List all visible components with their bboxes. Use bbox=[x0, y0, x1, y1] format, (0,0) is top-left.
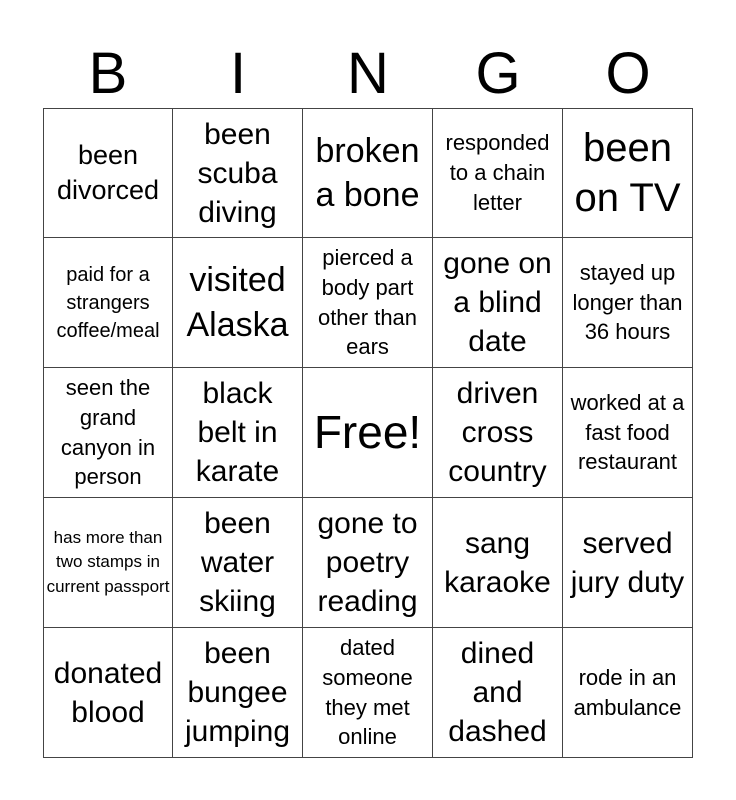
bingo-cell[interactable]: been scuba diving bbox=[173, 108, 303, 238]
header-letter-i: I bbox=[229, 41, 247, 106]
bingo-cell[interactable]: dined and dashed bbox=[433, 628, 563, 758]
bingo-cell[interactable]: donated blood bbox=[43, 628, 173, 758]
bingo-cell[interactable]: been water skiing bbox=[173, 498, 303, 628]
header-letter-g: G bbox=[475, 41, 521, 106]
bingo-cell[interactable]: responded to a chain letter bbox=[433, 108, 563, 238]
bingo-cell[interactable]: been bungee jumping bbox=[173, 628, 303, 758]
bingo-grid bbox=[43, 108, 693, 758]
bingo-cell[interactable]: has more than two stamps in current passport bbox=[43, 498, 173, 628]
bingo-cell[interactable]: broken a bone bbox=[303, 108, 433, 238]
bingo-cell[interactable]: gone to poetry reading bbox=[303, 498, 433, 628]
bingo-cell[interactable]: pierced a body part other than ears bbox=[303, 238, 433, 368]
bingo-cell[interactable]: gone on a blind date bbox=[433, 238, 563, 368]
bingo-cell[interactable]: served jury duty bbox=[563, 498, 693, 628]
free-space[interactable]: Free! bbox=[303, 368, 433, 498]
bingo-cell[interactable]: visited Alaska bbox=[173, 238, 303, 368]
bingo-cell[interactable]: dated someone they met online bbox=[303, 628, 433, 758]
bingo-cell[interactable]: paid for a strangers coffee/meal bbox=[43, 238, 173, 368]
header-letter-n: N bbox=[347, 41, 389, 106]
header-letter-o: O bbox=[605, 41, 651, 106]
bingo-header bbox=[43, 40, 693, 108]
bingo-cell[interactable]: stayed up longer than 36 hours bbox=[563, 238, 693, 368]
bingo-cell[interactable]: been on TV bbox=[563, 108, 693, 238]
bingo-cell[interactable]: seen the grand canyon in person bbox=[43, 368, 173, 498]
bingo-cell[interactable]: sang karaoke bbox=[433, 498, 563, 628]
bingo-cell[interactable]: rode in an ambulance bbox=[563, 628, 693, 758]
header-letter-b: B bbox=[88, 41, 128, 106]
bingo-cell[interactable]: driven cross country bbox=[433, 368, 563, 498]
bingo-cell[interactable]: been divorced bbox=[43, 108, 173, 238]
bingo-cell[interactable]: worked at a fast food restaurant bbox=[563, 368, 693, 498]
bingo-cell[interactable]: black belt in karate bbox=[173, 368, 303, 498]
